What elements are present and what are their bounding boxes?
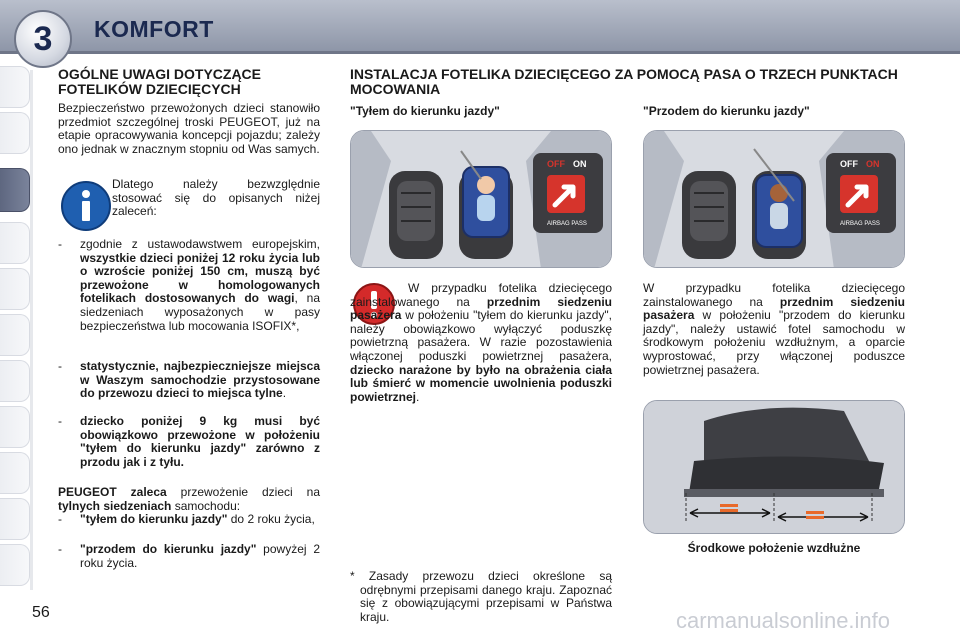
recommendation-bold: tylnych siedzeniach: [58, 498, 172, 513]
side-tab[interactable]: [0, 314, 30, 356]
seat-position-illustration: [643, 400, 905, 534]
info-icon: [60, 180, 112, 232]
list-item: - statystycznie, najbezpieczniejsze miejsca w Waszym samochodzie przystosowane do przewozu dzieci to miejsca tylne.: [58, 359, 320, 401]
list-item-bold: wszystkie dzieci poniżej 12 roku życia lub o wzroście poniżej 150 cm, muszą być przewożone w homologowanych fotelikach dostosowanych do wagi: [80, 250, 320, 306]
side-tab[interactable]: [0, 112, 30, 154]
side-tab[interactable]: [0, 66, 30, 108]
list-item-text: powyżej 2 roku życia.: [80, 542, 320, 570]
recommendation-text: samochodu:: [171, 498, 241, 513]
side-tab[interactable]: [0, 544, 30, 586]
list-item-text: do 2 roku życia,: [227, 512, 315, 526]
list-item-text: , na siedzeniach wyposażonych w pasy bezpieczeństwa lub mocowania ISOFIX*,: [80, 291, 321, 333]
page-title: KOMFORT: [94, 16, 214, 42]
info-text: Dlatego należy bezwzględnie stosować się do opisanych niżej zaleceń:: [112, 177, 320, 219]
warning-text: .: [416, 389, 420, 404]
list-item-text: .: [282, 386, 287, 401]
forward-facing-label: "Przodem do kierunku jazdy": [643, 104, 810, 118]
forward-facing-illustration: [643, 130, 905, 268]
side-tab[interactable]: [0, 360, 30, 402]
rear-facing-illustration: [350, 130, 612, 268]
list-item-bold: "tyłem do kierunku jazdy": [80, 512, 228, 526]
recommendation-bold: PEUGEOT zaleca: [58, 485, 167, 499]
installation-heading: INSTALACJA FOTELIKA DZIECIĘCEGO ZA POMOCĄ PASA O TRZECH PUNKTACH MOCOWANIA: [350, 66, 898, 97]
rear-facing-label: "Tyłem do kierunku jazdy": [350, 104, 500, 118]
forward-text: W przypadku fotelika dziecięcego zainstalowanego na: [643, 281, 905, 309]
side-tab[interactable]: [0, 268, 30, 310]
forward-bold: przednim siedzeniu pasażera: [643, 294, 905, 323]
seat-rail-image: [644, 401, 905, 534]
side-tab-active[interactable]: [0, 168, 30, 212]
forward-facing-text: [643, 282, 905, 377]
forward-text: w położeniu "przodem do kierunku jazdy", należy ustawić fotel samochodu w środkowym położeniu wzdłużnym, a oparcie wyprostować, przy włączonej poduszce powietrznej pasażera.: [643, 308, 905, 377]
intro-paragraph: Bezpieczeństwo przewożonych dzieci stanowiło przedmiot szczególnej troski PEUGEOT, już na etapie opracowywania koncepcji pojazdu; zależy ono jednak w znacznym stopniu od Was samych.: [58, 101, 320, 156]
side-tab[interactable]: [0, 498, 30, 540]
airbag-on-label: ON: [573, 159, 587, 169]
chapter-number-badge: [14, 10, 72, 68]
list-item-bold: statystycznie, najbezpieczniejsze miejsca w Waszym samochodzie przystosowane do przewozu dzieci to miejsca tylne: [80, 359, 320, 401]
car-seats-rear-facing-image: [351, 131, 612, 268]
warning-bold: dziecko narażone by było na obrażenia ciała lub śmierć w momencie uwolnienia poduszki powietrznej: [350, 362, 612, 404]
list-item: - "tyłem do kierunku jazdy" do 2 roku życia,: [58, 512, 315, 526]
car-seats-forward-facing-image: [644, 131, 905, 268]
warning-text: w położeniu "tyłem do kierunku jazdy", należy obowiązkowo wyłączyć poduszkę powietrzną pasażera. W razie pozostawienia włączonej poduszki powietrznej pasażera,: [350, 308, 612, 363]
list-item-bold: dziecko poniżej 9 kg musi być obowiązkowo przewożone w położeniu "tyłem do kierunku jazdy" zarówno z przodu jak i z tyłu.: [80, 414, 320, 469]
airbag-on-label: ON: [866, 159, 880, 169]
chapter-number: 3: [33, 19, 53, 58]
footnote: * Zasady przewozu dzieci określone są odrębnymi przepisami danego kraju. Zapoznać się z obowiązującymi przepisami w Państwa kraju.: [350, 569, 612, 624]
recommendation-text: przewożenie dzieci na: [166, 485, 320, 499]
list-item-text: zgodnie z ustawodawstwem europejskim,: [80, 237, 320, 251]
airbag-warning-text: [350, 282, 612, 404]
margin-rule: [30, 70, 33, 590]
list-item: - zgodnie z ustawodawstwem europejskim, wszystkie dzieci poniżej 12 roku życia lub o wzroście poniżej 150 cm, muszą być przewożone w homologowanych fotelikach dostosowanych do wagi, na siedzeniach wyposażonych w pasy bezpieczeństwa lub mocowania ISOFIX*,: [58, 237, 321, 333]
warning-text: W przypadku fotelika dziecięcego zainstalowanego na: [350, 281, 612, 309]
airbag-pass-label: AIRBAG PASS: [840, 221, 880, 227]
airbag-pass-label: AIRBAG PASS: [547, 221, 587, 227]
watermark: carmanualsonline.info: [676, 608, 891, 633]
list-item: - dziecko poniżej 9 kg musi być obowiązkowo przewożone w położeniu "tyłem do kierunku jazdy" zarówno z przodu jak i z tyłu.: [58, 414, 320, 469]
list-item-bold: "przodem do kierunku jazdy": [80, 542, 257, 556]
airbag-off-label: OFF: [547, 159, 565, 169]
peugeot-recommendation: [58, 486, 320, 513]
page-number: 56: [32, 604, 50, 621]
side-tab[interactable]: [0, 222, 30, 264]
warning-bold: przednim siedzeniu pasażera: [350, 294, 612, 323]
side-tab[interactable]: [0, 452, 30, 494]
seat-position-caption: Środkowe położenie wzdłużne: [687, 541, 861, 555]
list-item: - "przodem do kierunku jazdy" powyżej 2 roku życia.: [58, 542, 320, 570]
airbag-off-label: OFF: [840, 159, 858, 169]
general-remarks-heading: OGÓLNE UWAGI DOTYCZĄCE FOTELIKÓW DZIECIĘCYCH: [58, 66, 261, 97]
side-tab[interactable]: [0, 406, 30, 448]
